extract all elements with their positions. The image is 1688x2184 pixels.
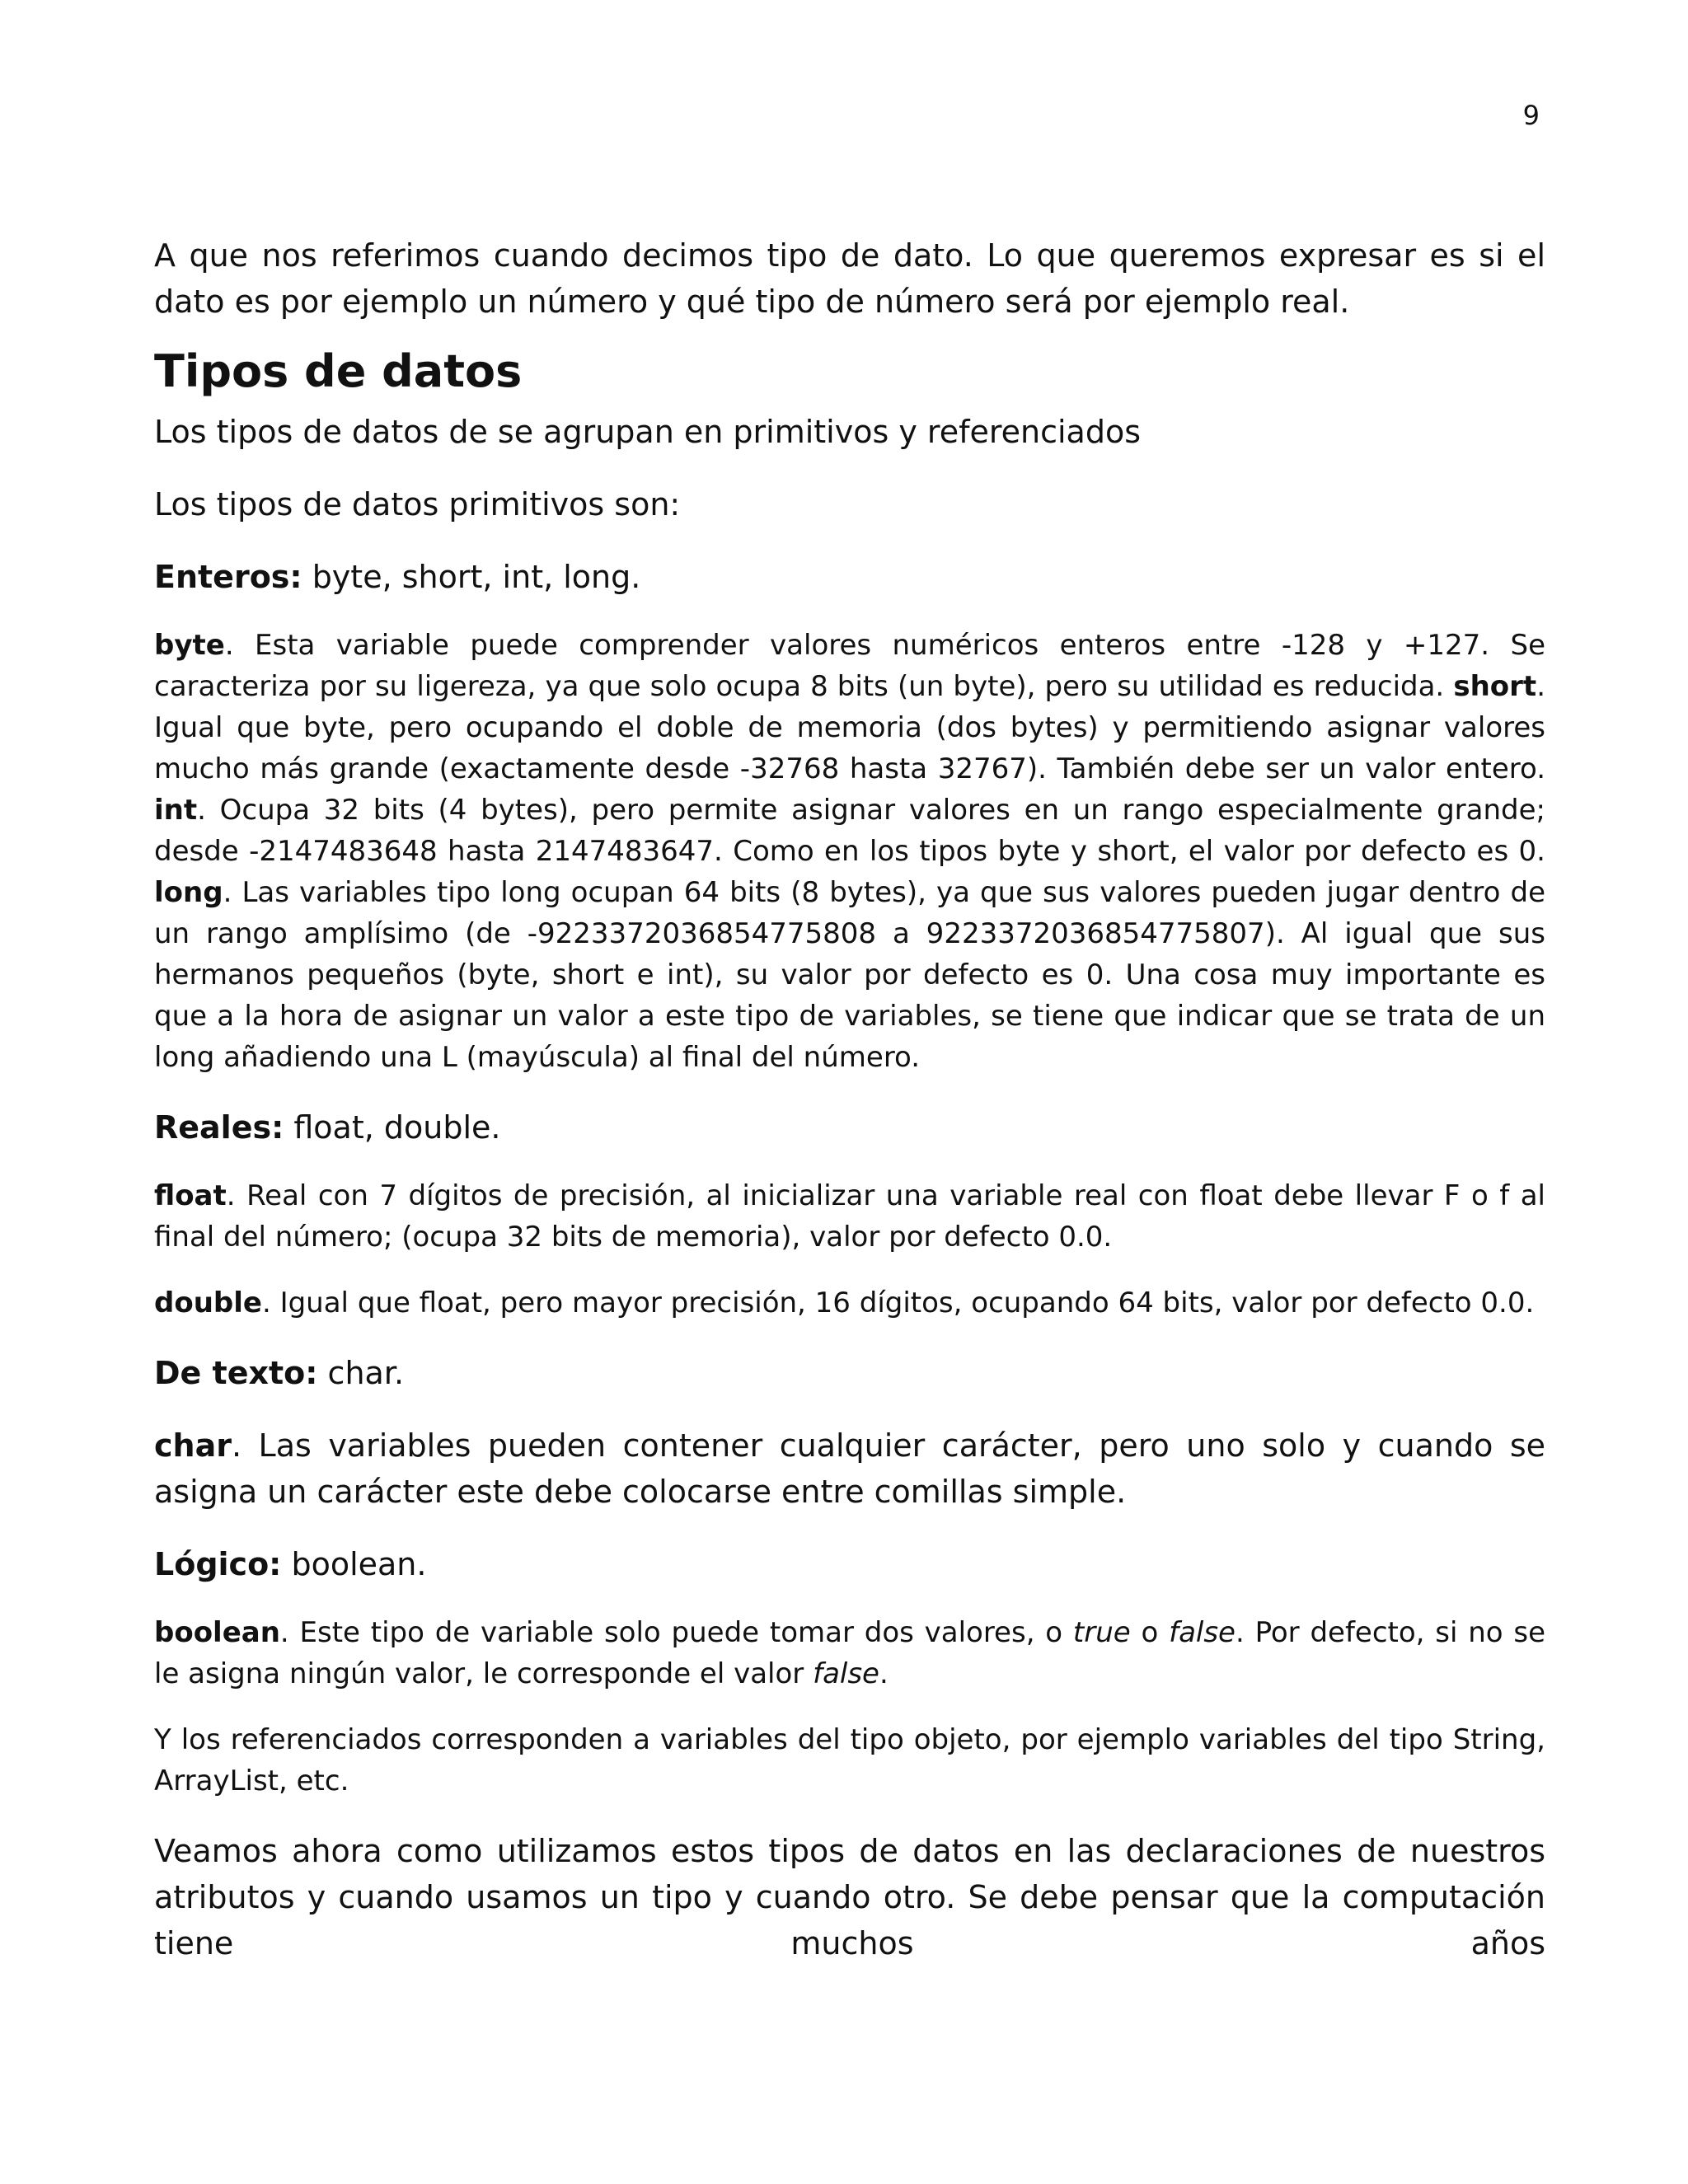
double-term: double <box>154 1286 262 1319</box>
page-content <box>154 232 1545 1966</box>
boolean-description-3: . Por defecto, si no se le asigna ningún valor, le corresponde el valor <box>154 1616 1546 1690</box>
section-heading: Tipos de datos <box>154 345 523 397</box>
logico-label: Lógico: <box>154 1546 282 1582</box>
float-paragraph <box>154 1175 1545 1258</box>
double-description: . Igual que float, pero mayor precisión, 16 dígitos, ocupando 64 bits, valor por defecto 0.0. <box>261 1286 1535 1319</box>
texto-label: De texto: <box>154 1355 318 1391</box>
enteros-list: byte, short, int, long. <box>302 559 641 595</box>
texto-list: char. <box>317 1355 405 1391</box>
false-word: false <box>1169 1616 1236 1649</box>
enteros-line <box>154 554 1545 600</box>
groups-paragraph: Los tipos de datos de se agrupan en primitivos y referenciados <box>154 414 1141 450</box>
referenced-paragraph: Y los referenciados corresponden a variables del tipo objeto, por ejemplo variables del tipo String, ArrayList, etc. <box>154 1723 1545 1797</box>
boolean-description-2: o <box>1130 1616 1170 1649</box>
char-paragraph <box>154 1422 1545 1515</box>
boolean-description-4: . <box>879 1657 889 1690</box>
short-description: . Igual que byte, pero ocupando el doble de memoria (dos bytes) y permitiendo asignar valores mucho más grande (exactamente desde -32768 hasta 32767). También debe ser un valor entero. <box>154 670 1545 785</box>
boolean-term: boolean <box>154 1616 280 1649</box>
float-description: . Real con 7 dígitos de precisión, al inicializar una variable real con float debe llevar F o f al final del número; (ocupa 32 bits de memoria), valor por defecto 0.0. <box>154 1179 1545 1254</box>
char-description: . Las variables pueden contener cualquier carácter, pero uno solo y cuando se asigna un carácter este debe colocarse entre comillas simple. <box>154 1427 1545 1510</box>
intro-paragraph: A que nos referimos cuando decimos tipo de dato. Lo que queremos expresar es si el dato es por ejemplo un número y qué tipo de número será por ejemplo real. <box>154 237 1545 320</box>
boolean-paragraph <box>154 1612 1545 1694</box>
false-word-2: false <box>813 1657 879 1690</box>
int-description: . Ocupa 32 bits (4 bytes), pero permite asignar valores en un rango especialmente grande; desde -2147483648 hasta 2147483647. Como en los tipos byte y short, el valor por defecto es 0. <box>154 794 1545 868</box>
byte-term: byte <box>154 629 225 662</box>
int-term: int <box>154 794 198 827</box>
true-word: true <box>1072 1616 1131 1649</box>
enteros-label: Enteros: <box>154 559 302 595</box>
reales-list: float, double. <box>284 1109 501 1146</box>
double-paragraph <box>154 1282 1545 1324</box>
page-number: 9 <box>1522 100 1540 131</box>
float-term: float <box>154 1179 227 1212</box>
long-description: . Las variables tipo long ocupan 64 bits (8 bytes), ya que sus valores pueden jugar dentro de un rango amplísimo (de -9223372036854775808 a 9223372036854775807). Al igual que sus hermanos pequeños (byte, short e int), su valor por defecto es 0. Una cosa muy importante es que a la hora de asignar un valor a este tipo de variables, se tiene que indicar que se trata de un long añadiendo una L (mayúscula) al final del número. <box>154 876 1545 1074</box>
closing-paragraph: Veamos ahora como utilizamos estos tipos de datos en las declaraciones de nuestros atributos y cuando usamos un tipo y cuando otro. Se debe pensar que la computación tiene muchos años <box>154 1833 1545 1961</box>
enteros-descriptions <box>154 625 1545 1078</box>
short-term: short <box>1453 670 1537 703</box>
texto-line <box>154 1350 1545 1396</box>
reales-line <box>154 1104 1545 1151</box>
char-term: char <box>154 1427 232 1464</box>
byte-description: . Esta variable puede comprender valores numéricos enteros entre -128 y +127. Se caracteriza por su ligereza, ya que solo ocupa 8 bits (un byte), pero su utilidad es reducida. <box>154 629 1545 703</box>
reales-label: Reales: <box>154 1109 284 1146</box>
long-term: long <box>154 876 223 909</box>
logico-list: boolean. <box>281 1546 427 1582</box>
primitives-intro: Los tipos de datos primitivos son: <box>154 486 681 523</box>
logico-line <box>154 1541 1545 1587</box>
boolean-description-1: . Este tipo de variable solo puede tomar dos valores, o <box>279 1616 1073 1649</box>
